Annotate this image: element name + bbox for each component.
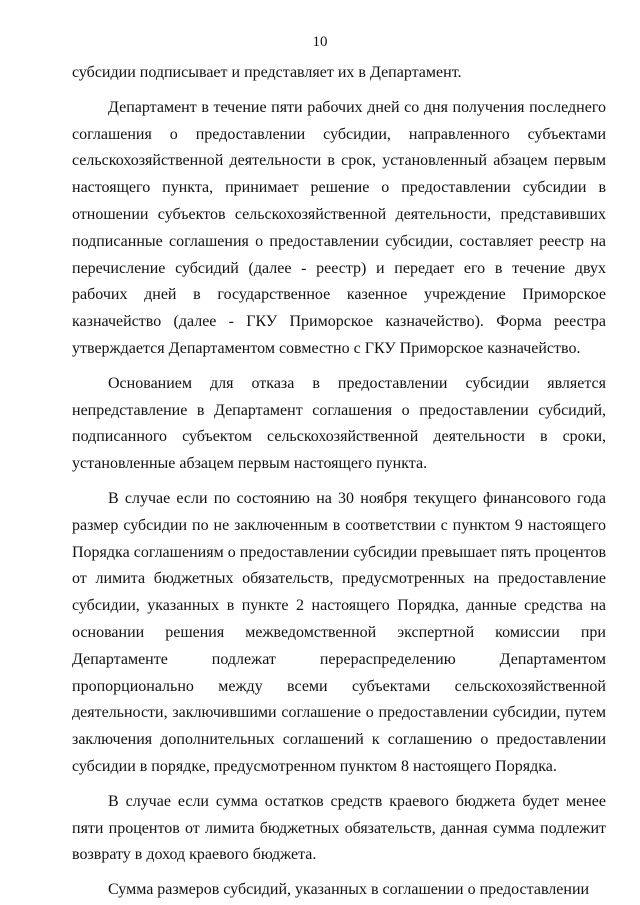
paragraph-registry: Департамент в течение пяти рабочих дней со дня получения последнего соглашения о предоставлении субсидии, направленного субъектами сельскохозяйственной деятельности в срок, установленный абзацем первым настоящего пункта, принимает решение о предоставлении субсидии в отношении субъектов сельскохозяйственной деятельности, представивших подписанные соглашения о предоставлении субсидии, составляет реестр на перечисление субсидий (далее - реестр) и передает его в течение двух рабочих дней в государственное казенное учреждение Приморское казначейство (далее - ГКУ Приморское казначейство). Форма реестра утверждается Департаментом совместно с ГКУ Приморское казначейство. <box>72 98 606 357</box>
paragraph-budget-return: В случае если сумма остатков средств краевого бюджета будет менее пяти процентов от лимита бюджетных обязательств, данная сумма подлежит возврату в доход краевого бюджета. <box>72 792 606 864</box>
page-number: 10 <box>312 34 328 50</box>
paragraph-subsidy-sum: Сумма размеров субсидий, указанных в соглашении о предоставлении <box>108 881 590 899</box>
paragraph-refusal-grounds: Основанием для отказа в предоставлении субсидии является непредставление в Департамент соглашения о предоставлении субсидий, подписанного субъектом сельскохозяйственной деятельности в сроки, установленные абзацем первым настоящего пункта. <box>72 374 606 473</box>
paragraph-redistribution: В случае если по состоянию на 30 ноября текущего финансового года размер субсидии по не заключенным в соответствии с пунктом 9 настоящего Порядка соглашениям о предоставлении субсидии превышает пять процентов от лимита бюджетных обязательств, предусмотренных на предоставление субсидии, указанных в пункте 2 настоящего Порядка, данные средства на основании решения межведомственной экспертной комиссии при Департаменте подлежат перераспределению Департаментом пропорционально между всеми субъектами сельскохозяйственной деятельности, заключившими соглашение о предоставлении субсидии, путем заключения дополнительных соглашений к соглашению о предоставлении субсидии в порядке, предусмотренном пунктом 8 настоящего Порядка. <box>72 489 606 775</box>
document-body <box>72 60 606 904</box>
paragraph-continuation: субсидии подписывает и представляет их в Департамент. <box>72 64 462 81</box>
